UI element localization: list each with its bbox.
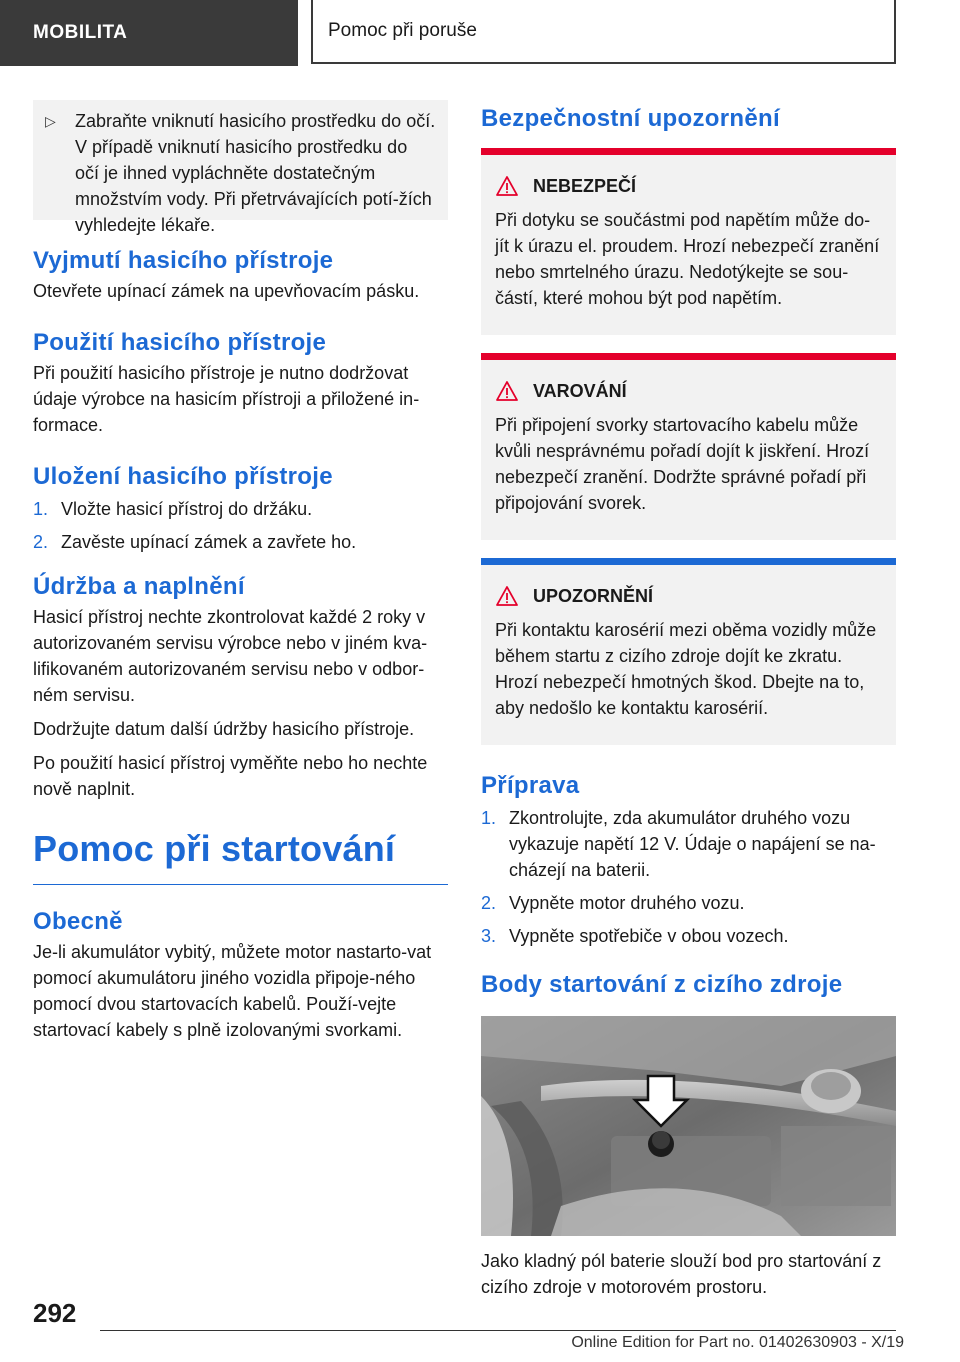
footer-edition: Online Edition for Part no. 01402630903 - X/19 (571, 1334, 904, 1351)
warning-box-caution (481, 558, 896, 745)
header-chapter-label: Pomoc při poruše (328, 20, 477, 41)
warning-text: Při připojení svorky startovacího kabelu může kvůli nesprávnému pořadí dojít k jiskření. Hrozí nebezpečí zranění. Dodržte správné pořadí při připojování svorek. (495, 415, 870, 513)
warning-label: NEBEZPEČÍ (533, 176, 637, 196)
steps-store-extinguisher (33, 496, 448, 555)
step-text: Vypněte motor druhého vozu. (509, 893, 745, 913)
header-section-tab (0, 0, 298, 66)
step-number: 3. (481, 926, 497, 946)
photo-caption: Jako kladný pól baterie slouží bod pro startování z cizího zdroje v motorovém prostoru. (481, 1251, 882, 1297)
note-text: Zabraňte vniknutí hasicího prostředku do očí. V případě vniknutí hasicího prostředku do očí je ihned vypláchněte dostatečným množstvím vody. Při přetrvávajících potí-žích vyhledejte lékaře. (75, 111, 436, 235)
warning-triangle-icon (495, 380, 519, 402)
heading-safety: Bezpečnostní upozornění (481, 105, 780, 132)
step-text: Zkontrolujte, zda akumulátor druhého vozu vykazuje napětí 12 V. Údaje o napájení se na-cházejí na baterii. (509, 808, 876, 880)
footer-divider (100, 1330, 896, 1331)
warning-text: Při kontaktu karosérií mezi oběma vozidly může během startu z cizího zdroje dojít ke zkratu. Hrozí nebezpečí hmotných škod. Dbejte na to, aby nedošlo ke kontaktu karosérií. (495, 620, 877, 718)
warning-title (489, 583, 882, 609)
heading-general: Obecně (33, 908, 123, 935)
engine-bay-photo (481, 1016, 896, 1236)
header-chapter-tab (311, 0, 896, 64)
warning-box-warning (481, 353, 896, 540)
step-number: 2. (33, 532, 49, 552)
list-item (481, 923, 896, 949)
heading-use-extinguisher: Použití hasicího přístroje (33, 329, 327, 356)
steps-preparation (481, 805, 896, 949)
warning-text: Při dotyku se součástmi pod napětím může do-jít k úrazu el. proudem. Hrozí nebezpečí zranění nebo smrtelného úrazu. Nedotýkejte se sou-částí, které mohou být pod napětím. (495, 210, 880, 308)
heading-store-extinguisher: Uložení hasicího přístroje (33, 463, 333, 490)
warning-title (489, 378, 882, 404)
step-number: 1. (33, 499, 49, 519)
list-item (33, 496, 448, 522)
step-text: Zavěste upínací zámek a zavřete ho. (61, 532, 357, 552)
heading-preparation: Příprava (481, 772, 580, 799)
warning-triangle-icon (495, 175, 519, 197)
list-item (33, 529, 448, 555)
text-maintenance-3: Po použití hasicí přístroj vyměňte nebo ho nechte nově naplnit. (33, 753, 428, 799)
main-title-block (33, 828, 448, 885)
text-maintenance-1: Hasicí přístroj nechte zkontrolovat každé 2 roky v autorizovaném servisu výrobce nebo v jiném kva-lifikovaném autorizovaném servisu nebo v odbor-ném servisu. (33, 607, 428, 705)
heading-maintenance: Údržba a naplnění (33, 573, 245, 600)
text-use-extinguisher: Při použití hasicího přístroje je nutno dodržovat údaje výrobce na hasicím přístroji a přiložené in-formace. (33, 363, 420, 435)
step-text: Vložte hasicí přístroj do držáku. (61, 499, 313, 519)
text-remove-extinguisher: Otevřete upínací zámek na upevňovacím pásku. (33, 281, 420, 301)
warning-box-danger (481, 148, 896, 335)
heading-jump-points: Body startování z cizího zdroje (481, 971, 843, 998)
list-item (481, 805, 896, 883)
warning-label: VAROVÁNÍ (533, 381, 627, 401)
step-number: 2. (481, 893, 497, 913)
heading-remove-extinguisher: Vyjmutí hasicího přístroje (33, 247, 334, 274)
header-section-label: MOBILITA (33, 22, 128, 43)
warning-title (489, 173, 882, 199)
triangle-bullet-icon: ▷ (45, 113, 56, 129)
text-maintenance-2: Dodržujte datum další údržby hasicího přístroje. (33, 719, 415, 739)
warning-triangle-icon (495, 585, 519, 607)
left-column (33, 100, 448, 1043)
note-box (33, 100, 448, 235)
page-number: 292 (33, 1298, 77, 1328)
step-text: Vypněte spotřebiče v obou vozech. (509, 926, 789, 946)
step-number: 1. (481, 808, 497, 828)
list-item (481, 890, 896, 916)
text-general: Je-li akumulátor vybitý, můžete motor nastarto-vat pomocí akumulátoru jiného vozidla připoje-ného pomocí dvou startovacích kabelů. Použí-vejte startovací kabely s plně izolovanými svorkami. (33, 942, 432, 1040)
warning-label: UPOZORNĚNÍ (533, 586, 654, 606)
right-column (481, 100, 896, 1300)
main-title: Pomoc při startování (33, 828, 396, 869)
